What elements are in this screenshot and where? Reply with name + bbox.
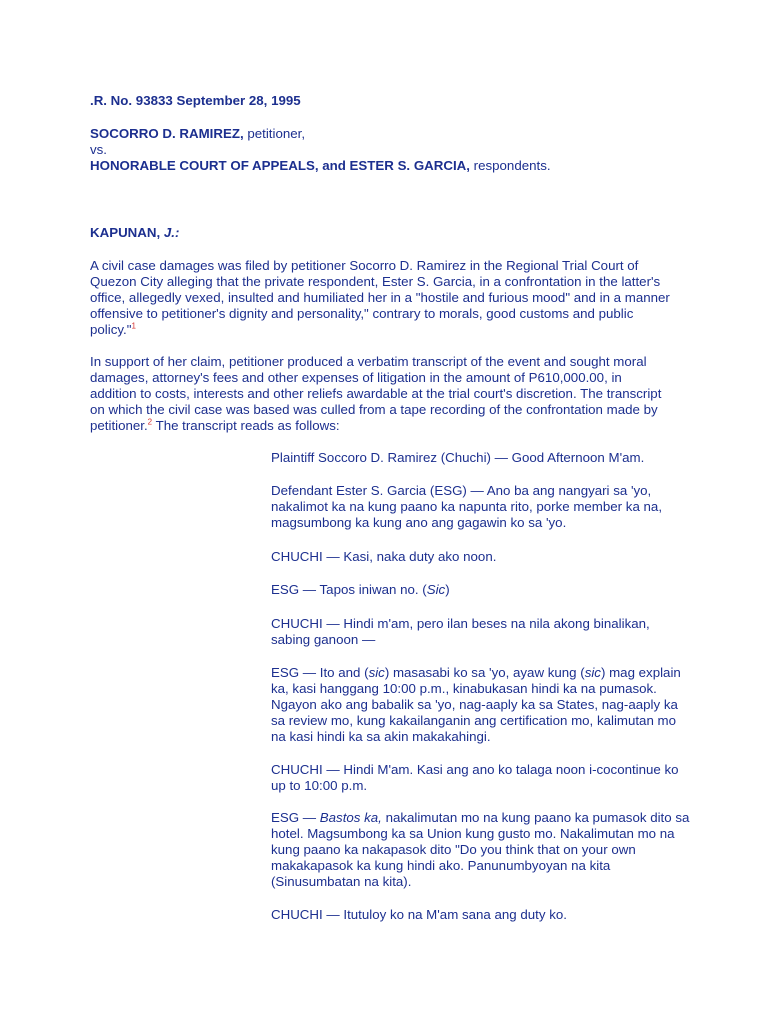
- transcript-line-3: CHUCHI — Kasi, naka duty ako noon.: [271, 549, 497, 564]
- petitioner-name: SOCORRO D. RAMIREZ,: [90, 126, 244, 141]
- paragraph-1: A civil case damages was filed by petitioner Socorro D. Ramirez in the Regional Trial Court of Quezon City alleging that the private respondent, Ester S. Garcia, in a confrontation in the latter's office, allegedly vexed, insulted and humiliated her in a "hostile and furious mood" and in a manner offensive to petitioner's dignity and personality," contrary to morals, good customs and public policy."$^1$: [90, 258, 670, 337]
- transcript-line-9: CHUCHI — Itutuloy ko na M'am sana ang duty ko.: [271, 907, 567, 922]
- case-number: .R. No. 93833 September 28, 1995: [90, 93, 301, 108]
- transcript-line-2: Defendant Ester S. Garcia (ESG) — Ano ba ang nangyari sa 'yo, nakalimot ka na kung paano ka napunta rito, porke member ka na, magsumbong ka kung ano ang gagawin ko sa 'yo.: [271, 483, 663, 530]
- versus: vs.: [90, 142, 107, 157]
- footnote-1-link[interactable]: 1: [131, 321, 136, 331]
- respondent-names: HONORABLE COURT OF APPEALS, and ESTER S. GARCIA,: [90, 158, 470, 173]
- respondent-role: respondents.: [469, 158, 551, 173]
- ponente: KAPUNAN, J.:: [90, 225, 180, 240]
- transcript-line-6: ESG — Ito and (sic) masasabi ko sa 'yo, ayaw kung (sic) mag explain ka, kasi hanggang 10:00 p.m., kinabukasan hindi ka na pumasok. Ngayon ako ang babalik sa 'yo, nag-aaply ka sa States, nag-aaply ka sa review mo, kung kakailanganin ang certification mo, kalimutan mo na kasi hindi ka sa akin makakahingi.: [271, 665, 681, 744]
- paragraph-2: In support of her claim, petitioner produced a verbatim transcript of the event and sought moral damages, attorney's fees and other expenses of litigation in the amount of P610,000.00, in addition to costs, interests and other reliefs awardable at the trial court's discretion. The transcript on which the civil case was based was culled from a tape recording of the confrontation made by petitioner.$^2$ The transcript reads as follows:: [90, 354, 662, 433]
- transcript-line-7: CHUCHI — Hindi M'am. Kasi ang ano ko talaga noon i-cocontinue ko up to 10:00 p.m.: [271, 762, 679, 793]
- transcript-line-8: ESG — Bastos ka, nakalimutan mo na kung paano ka pumasok dito sa hotel. Magsumbong ka sa Union kung gusto mo. Nakalimutan mo na kung paano ka nakapasok dito "Do you think that on your own makakapasok ka kung hindi ako. Panunumbyoyan na kita (Sinusumbatan na kita).: [271, 810, 690, 889]
- transcript-line-5: CHUCHI — Hindi m'am, pero ilan beses na nila akong binalikan, sabing ganoon —: [271, 616, 650, 647]
- transcript-line-4: ESG — Tapos iniwan no. (Sic): [271, 582, 450, 597]
- parties: [90, 126, 670, 174]
- transcript-line-1: Plaintiff Soccoro D. Ramirez (Chuchi) — Good Afternoon M'am.: [271, 450, 645, 465]
- footnote-2-link[interactable]: 2: [147, 417, 153, 427]
- petitioner-role: petitioner,: [243, 126, 306, 141]
